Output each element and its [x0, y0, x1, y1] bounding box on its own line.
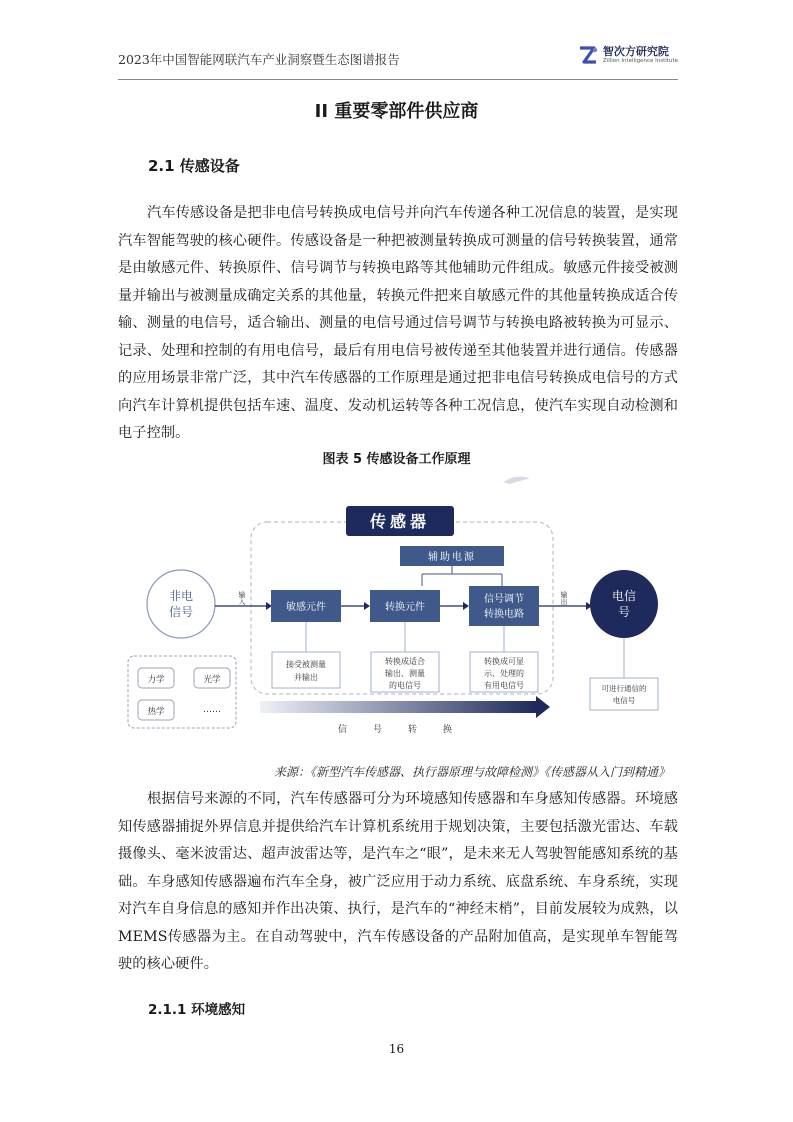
- output-node-label-2: 号: [617, 605, 631, 619]
- out-desc-line1: 可进行通信的: [601, 684, 647, 693]
- conversion-element-label: 转换元件: [385, 602, 425, 613]
- sensor-principle-diagram: [118, 470, 678, 760]
- desc1-line2: 并输出: [294, 673, 318, 682]
- logo-mark-icon: [577, 44, 599, 66]
- input-node-circle: [147, 570, 215, 638]
- section-title: 2.1 传感设备: [148, 157, 240, 175]
- input-type-optics: 光学: [203, 675, 221, 685]
- out-desc-line2: 电信号: [612, 696, 636, 705]
- signal-flow-arrowhead-icon: [536, 696, 550, 718]
- input-type-more: ……: [203, 705, 221, 715]
- input-label: 输入: [238, 591, 246, 605]
- sensitive-element-label: 敏感元件: [286, 602, 326, 613]
- desc2-line2: 输出、测量: [385, 669, 425, 678]
- desc3-line1: 转换成可显: [484, 657, 524, 666]
- header-divider: [118, 79, 678, 80]
- input-type-thermal: 热学: [147, 707, 165, 717]
- chapter-title: II 重要零部件供应商: [314, 101, 479, 122]
- desc1-line1: 接受被测量: [286, 660, 326, 669]
- body-paragraph-2: 根据信号来源的不同，汽车传感器可分为环境感知传感器和车身感知传感器。环境感知传感器捕捉外界信息并提供给汽车计算机系统用于规划决策，主要包括激光雷达、车载摄像头、毫米波雷达、超声波雷达等，是汽车之“眼”，是未来无人驾驶智能感知系统的基础。车身感知传感器遍布汽车全身，被广泛应用于动力系统、底盘系统、车身系统，实现对汽车自身信息的感知并作出决策、执行，是汽车的“神经末梢”，目前发展较为成熟，以MEMS传感器为主。在自动驾驶中，汽车传感设备的产品附加值高，是实现单车智能驾驶的核心硬件。: [118, 791, 678, 972]
- subsection-title: 2.1.1 环境感知: [148, 1002, 246, 1018]
- desc3-line3: 有用电信号: [484, 681, 524, 690]
- out-desc-box: [590, 678, 658, 710]
- signal-circuit-box: [469, 586, 539, 626]
- desc3-line2: 示、处理的: [484, 669, 524, 678]
- page-header: [118, 44, 678, 74]
- input-node-label-1: 非电: [168, 589, 194, 603]
- figure-title: 图表 5 传感设备工作原理: [322, 452, 471, 467]
- figure-source: 来源：《新型汽车传感器、执行器原理与故障检测》《传感器从入门到精通》: [273, 765, 670, 779]
- signal-flow-bar: [260, 701, 536, 713]
- output-label: 输出: [560, 591, 568, 605]
- output-node-circle: [590, 570, 658, 638]
- desc2-line3: 的电信号: [389, 681, 421, 690]
- signal-circuit-label-2: 转换电路: [484, 609, 524, 620]
- arrowhead-1-2-icon: [364, 602, 370, 610]
- input-type-mechanics: 力学: [147, 675, 165, 685]
- aux-power-label: 辅助电源: [428, 552, 476, 563]
- sensor-title: 传感器: [369, 512, 431, 531]
- signal-flow-label: 信号转换: [337, 725, 479, 735]
- report-title: 2023年中国智能网联汽车产业洞察暨生态图谱报告: [118, 52, 400, 67]
- logo-name-en: Zillion Intelligence Institute: [602, 57, 678, 64]
- signal-circuit-label-1: 信号调节: [484, 594, 524, 605]
- output-node-label-1: 电信: [611, 589, 637, 603]
- page-number: 16: [388, 1042, 405, 1056]
- logo-name-cn: 智次方研究院: [602, 44, 669, 58]
- desc1-box: [272, 652, 340, 688]
- brand-logo: [577, 44, 678, 66]
- input-node-label-2: 信号: [168, 605, 194, 619]
- arrowhead-2-3-icon: [463, 602, 469, 610]
- decorative-swoosh-icon: [503, 477, 530, 484]
- body-paragraph-1: 汽车传感设备是把非电信号转换成电信号并向汽车传递各种工况信息的装置，是实现汽车智能驾驶的核心硬件。传感设备是一种把被测量转换成可测量的信号转换装置，通常是由敏感元件、转换原件、信号调节与转换电路等其他辅助元件组成。敏感元件接受被测量并输出与被测量成确定关系的其他量，转换元件把来自敏感元件的其他量转换成适合传输、测量的电信号，适合输出、测量的电信号通过信号调节与转换电路被转换为可显示、记录、处理和控制的有用电信号，最后有用电信号被传递至其他装置并进行通信。传感器的应用场景非常广泛，其中汽车传感器的工作原理是通过把非电信号转换成电信号的方式向汽车计算机提供包括车速、温度、发动机运转等各种工况信息，使汽车实现自动检测和电子控制。: [118, 205, 678, 441]
- desc2-line1: 转换成适合: [385, 657, 425, 666]
